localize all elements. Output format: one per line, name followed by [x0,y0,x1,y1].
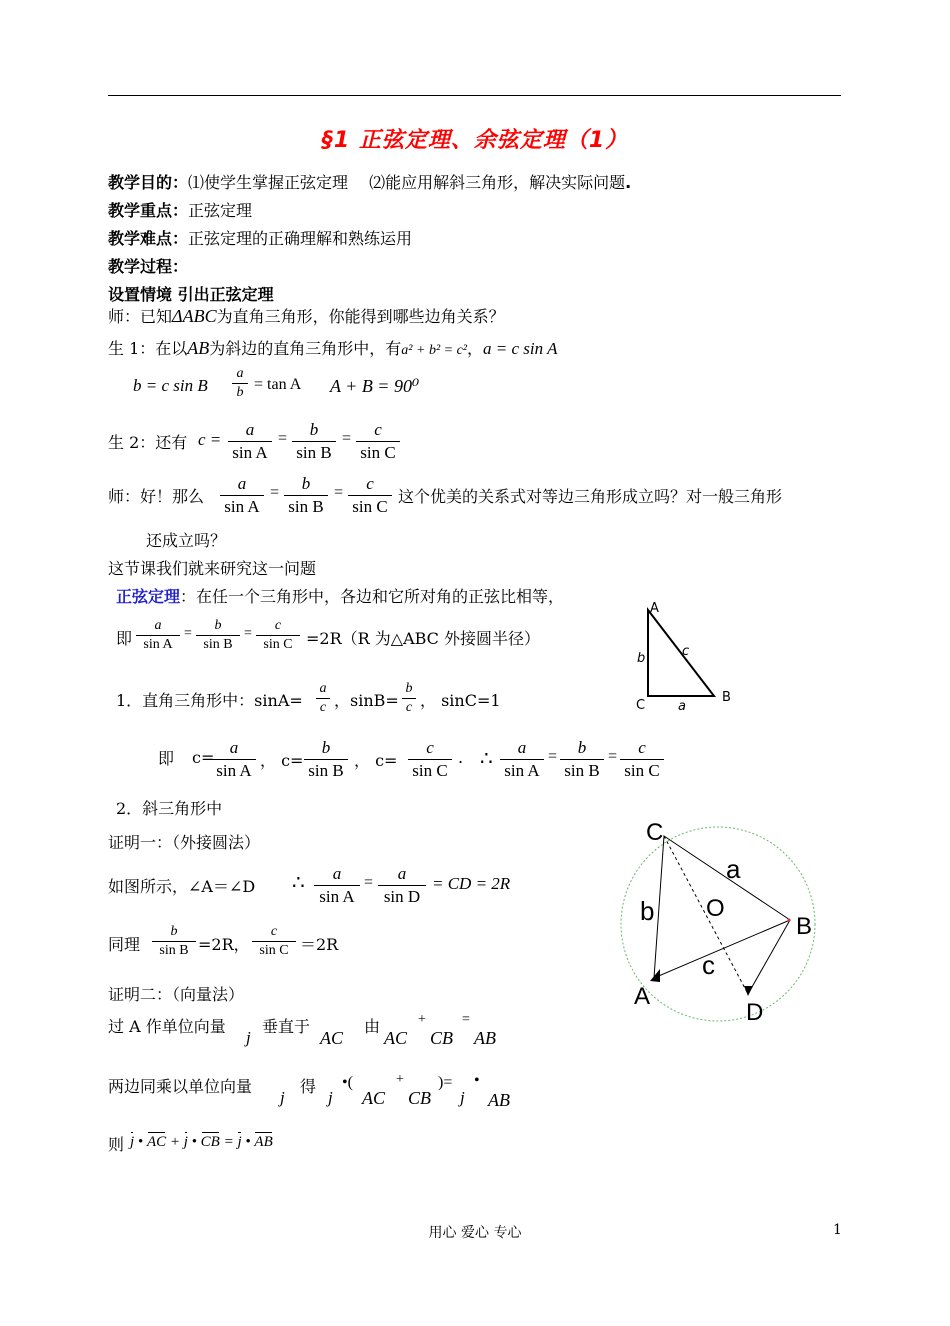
c1-sinB-frac [402,681,416,716]
difficulty-text: 正弦定理的正确理解和熟练运用 [188,229,413,248]
p1-frac-a-num: a [332,864,342,883]
vec2-j3: j [460,1088,465,1107]
student1-line [108,336,557,359]
th-frac-c [256,618,300,653]
s2-frac-a-den: sin A [232,443,268,462]
teacher2-prefix: 师：好！那么 [108,487,205,506]
student1-ab: AB [187,338,210,358]
th-frac-a-num: a [154,618,162,633]
vec1-perp: 垂直于 [262,1017,311,1036]
circle-label-O: O [706,895,725,922]
teacher2-suffix: 这个优美的关系式对等边三角形成立吗？对一般三角形 [398,487,783,506]
circle-label-c: c [702,950,715,980]
right-triangle-figure [630,598,740,712]
objectives-text2: ⑵能应用解斜三角形，解决实际问题 [369,173,626,192]
same-eq1: =2R， [198,935,250,954]
s2-frac-c [356,420,400,463]
vec1-ab: AB [474,1028,496,1048]
circumcircle-figure [614,816,828,1030]
vec3-expr: j • AC + j • CB = j • AB [130,1134,273,1150]
c1l2-frac4-den: sin A [504,761,540,780]
c1l2-frac2-num: b [321,738,331,757]
objectives-line [108,170,631,193]
case1-sinB: ，sinB= [334,691,399,710]
c1l2-frac5 [560,738,604,781]
vec3-j1: j [130,1134,135,1150]
case1-label: 1．直角三角形中：sinA= [116,691,303,710]
case1-c1: c= [192,748,215,767]
s2-frac-a [228,420,272,463]
vec2-cb: CB [408,1088,432,1108]
key-point-line [108,198,252,221]
c1-sinA-den: c [319,700,327,715]
vec3-j3: j [237,1134,242,1150]
rt-label-b: b [637,651,646,666]
t2-frac-c-num: c [366,474,374,493]
c1-sinA-num: a [319,681,327,696]
th-frac-b-num: b [214,618,222,633]
case1-c2: ， c= [260,751,304,770]
eq-sign: = [548,748,558,765]
proof1-eq: = CD = 2R [432,874,511,893]
proof1-label: 证明一：（外接圆法） [108,833,261,852]
objectives-period: . [625,173,632,192]
same-frac-b [152,924,196,959]
c1l2-frac3-den: sin C [412,761,448,780]
circle-label-a: a [726,854,741,884]
teacher1-triangle: ΔABC [172,306,217,326]
c1l2-frac6-num: c [638,738,646,757]
c1l2-frac2 [304,738,348,781]
th-frac-c-den: sin C [263,637,293,652]
vec1-eq: = [462,1012,470,1027]
t2-frac-a-num: a [237,474,247,493]
c1l2-frac4-num: a [517,738,527,757]
vec2-j: j [280,1088,285,1107]
same-frac-b-den: sin B [159,943,189,958]
case2-label: 2．斜三角形中 [116,799,223,818]
vertex-a-marker [650,969,660,982]
eq-sign: = [364,874,374,891]
theorem-text: ：在任一个三角形中，各边和它所对角的正弦比相等， [180,587,565,606]
p1-frac-d-num: a [397,864,407,883]
eq-sign: = [608,748,618,765]
vec3-cb: CB [200,1134,220,1150]
th-frac-b [196,618,240,653]
vertex-d-marker [744,986,753,996]
page-title: §1 正弦定理、余弦定理（1） [321,128,629,153]
vec3-ab: AB [254,1134,273,1150]
vec3-ze: 则 [108,1135,125,1154]
same-eq2: ＝2R [300,935,339,954]
circle-label-A: A [634,983,651,1010]
teacher1-suffix: 为直角三角形，你能得到哪些边角关系？ [216,307,505,326]
s2-frac-c-den: sin C [360,443,396,462]
t2-frac-c-den: sin C [352,497,388,516]
circle-label-B: B [796,913,813,940]
tan-fraction [232,366,248,401]
vec1-plus: + [418,1012,426,1027]
circle-label-D: D [746,999,764,1026]
c1l2-frac1-num: a [229,738,239,757]
vec2-plus: + [396,1072,404,1087]
s2-frac-c-num: c [374,420,382,439]
vec2-close: )= [438,1074,453,1091]
student1-b-eq: b = c sin B [133,376,208,395]
difficulty-label: 教学难点： [108,229,189,248]
th-frac-a-den: sin A [143,637,173,652]
c1l2-frac3 [408,738,452,781]
same-frac-b-num: b [170,924,178,939]
objectives-text1: ⑴使学生掌握正弦定理 [188,173,349,192]
rt-label-c: c [682,644,690,659]
period-mark: . [458,748,464,767]
tan-num: a [236,366,244,381]
c1l2-frac2-den: sin B [308,761,344,780]
t2-frac-a-den: sin A [224,497,260,516]
eq-sign: = [334,484,344,501]
vec2-j2: j [328,1088,333,1107]
c1l2-frac5-den: sin B [564,761,600,780]
vec2-ac: AC [362,1088,386,1108]
s2-frac-b [292,420,336,463]
s2-frac-b-den: sin B [296,443,332,462]
theorem-line [116,584,564,607]
proof2-label: 证明二：（向量法） [108,985,245,1004]
same-frac-c-num: c [270,924,278,939]
c1l2-frac6 [620,738,664,781]
c1-sinB-den: c [405,700,413,715]
process-label: 教学过程： [108,257,189,276]
eq-sign: = [342,430,352,447]
rt-label-C: C [636,698,646,712]
rt-label-B: B [722,690,731,705]
student1-sine: a = c sin A [483,339,558,358]
case1-sinC: ， sinC=1 [420,691,501,710]
vertex-b-dot [788,919,791,922]
c1l2-frac1 [212,738,256,781]
proof1-therefore: ∴ [292,870,305,894]
teacher2-line2: 还成立吗？ [146,531,227,550]
eq-sign: = [278,430,288,447]
c1-sinB-num: b [405,681,413,696]
same-frac-c [252,924,296,959]
intro-text: 这节课我们就来研究这一问题 [108,559,317,578]
s2-frac-a-num: a [245,420,255,439]
vec1-ac: AC [320,1028,344,1048]
therefore-symbol: ∴ [480,746,493,770]
circle-label-C: C [646,819,664,846]
th-frac-a [136,618,180,653]
student2-c: c = [198,430,222,449]
case1-c3: ， c= [354,751,398,770]
t2-frac-a [220,474,264,517]
teacher1-line [108,304,505,327]
theorem-ji: 即 [116,629,133,648]
vec1-by: 由 [364,1017,381,1036]
c1l2-frac4 [500,738,544,781]
difficulty-line [108,226,412,249]
segment-bd [748,920,790,994]
rt-label-a: a [678,699,686,712]
angle-sum-eq: A + B = 90⁰ [330,376,420,396]
student1-pythagoras: a² + b² = c² [401,343,467,358]
vec2-text: 两边同乘以单位向量 [108,1077,253,1096]
t2-frac-b [284,474,328,517]
tan-den: b [236,385,244,400]
c1l2-frac6-den: sin C [624,761,660,780]
circle-label-b: b [640,896,655,926]
vec1-ac2: AC [384,1028,408,1048]
page-number: 1 [833,1222,842,1238]
vec2-de: 得 [300,1077,317,1096]
c1l2-frac5-num: b [577,738,587,757]
vec1-text: 过 A 作单位向量 [108,1017,226,1036]
p1-frac-d-den: sin D [383,887,421,906]
eq-sign: = [184,626,192,641]
rt-label-A: A [650,601,659,616]
vec1-cb: CB [430,1028,454,1048]
key-point-label: 教学重点： [108,201,189,220]
student1-prefix: 生 1：在以 [108,339,188,358]
p1-frac-a-den: sin A [319,887,355,906]
teacher1-prefix: 师：已知 [108,307,173,326]
page-footer: 用心 爱心 专心 [428,1225,522,1241]
same-label: 同理 [108,935,141,954]
same-frac-c-den: sin C [259,943,289,958]
objectives-label: 教学目的： [108,173,189,192]
s2-frac-b-num: b [309,420,319,439]
vec1-j: j [246,1028,251,1047]
student2-prefix: 生 2：还有 [108,433,188,452]
vec2-ab: AB [488,1090,510,1110]
case1-ji: 即 [158,749,175,768]
vec3-ac: AC [146,1134,167,1150]
theorem-label: 正弦定理 [116,587,181,606]
c1l2-frac3-num: c [426,738,434,757]
t2-frac-b-den: sin B [288,497,324,516]
th-frac-c-num: c [274,618,282,633]
scenario-label: 设置情境 引出正弦定理 [108,285,274,304]
tan-eq: = tan A [254,376,302,393]
t2-frac-b-num: b [301,474,311,493]
vec2-dot: • [474,1072,480,1089]
key-point-text: 正弦定理 [188,201,253,220]
student1-mid: 为斜边的直角三角形中，有 [209,339,402,358]
header-rule [108,95,841,96]
c1l2-frac1-den: sin A [216,761,252,780]
proof1-line: 如图所示，∠A＝∠D [108,877,256,896]
vec2-paren: •( [342,1074,353,1091]
t2-frac-c [348,474,392,517]
eq-sign: = [270,484,280,501]
theorem-tail: =2R（R 为△ABC 外接圆半径） [306,629,541,648]
p1-frac-d [378,864,426,907]
p1-frac-a [314,864,360,907]
vec3-j2: j [183,1134,188,1150]
student1-comma: ， [467,339,484,358]
right-triangle-shape [648,610,714,696]
eq-sign: = [244,626,252,641]
th-frac-b-den: sin B [203,637,233,652]
c1-sinA-frac [316,681,330,716]
